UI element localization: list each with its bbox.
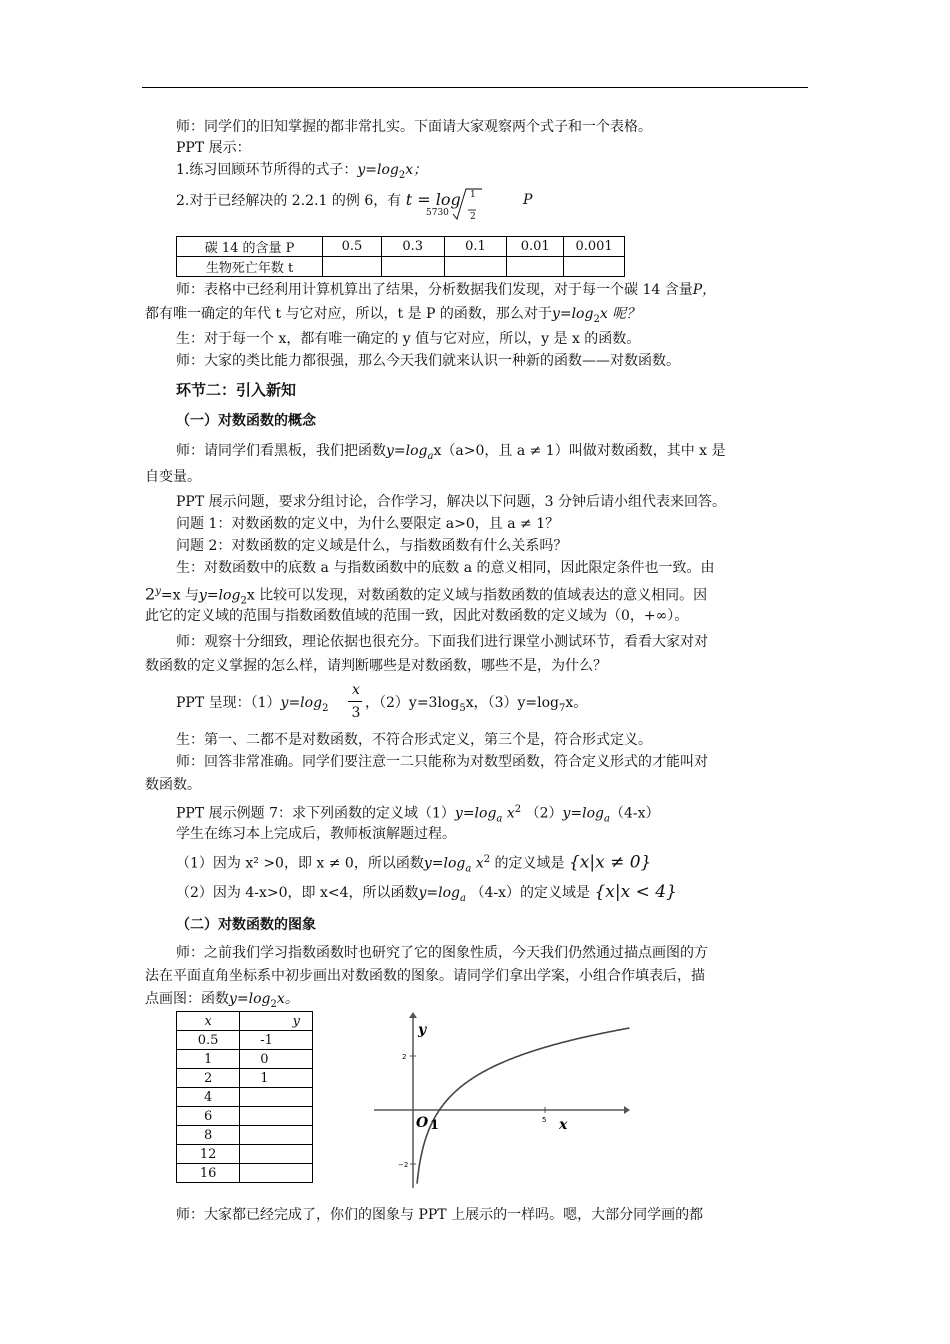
xy-table <box>176 1011 313 1183</box>
text-line: 师：同学们的旧知掌握的都非常扎实。下面请大家观察两个式子和一个表格。 <box>176 119 652 135</box>
table-cell <box>240 1145 313 1164</box>
tick-x-label: 5 <box>542 1116 547 1124</box>
text-line: 此它的定义域的范围与指数函数值域的范围一致，因此对数函数的定义域为（0，+∞）。 <box>145 608 689 624</box>
log-graph <box>368 1012 630 1188</box>
table-cell: -1 <box>240 1031 313 1050</box>
text-line: 法在平面直角坐标系中初步画出对数函数的图象。请同学们拿出学案，小组合作填表后，描 <box>145 968 705 984</box>
formula-line: （2）因为 4-x>0，即 x<4，所以函数$y=\log_a$ （4-x）的定义域是 {x|x < 4} <box>176 882 677 904</box>
y-axis-label: y <box>418 1022 427 1038</box>
table-row <box>177 1088 313 1107</box>
formula-line: PPT 展示例题 7：求下列函数的定义域$(1)y=\log_a$ $x^2$ $(2)y=\log_a(4-x)$ <box>176 804 660 825</box>
text-line: 师：观察十分细致，理论依据也很充分。下面我们进行课堂小测试环节，看看大家对对 <box>176 634 708 650</box>
text-line: 师：大家的类比能力都很强，那么今天我们就来认识一种新的函数——对数函数。 <box>176 353 680 369</box>
table-cell: 0.3 <box>381 237 444 257</box>
subsection-heading: （一）对数函数的概念 <box>176 413 316 429</box>
fraction-den: 2 <box>470 212 476 222</box>
table-cell: 0.001 <box>564 237 625 257</box>
y-axis-arrow <box>409 1012 417 1018</box>
table-cell <box>240 1088 313 1107</box>
section-heading: 环节二：引入新知 <box>176 381 297 399</box>
text-line: PPT 展示问题，要求分组讨论，合作学习，解决以下问题，3 分钟后请小组代表来回答。 <box>176 494 726 510</box>
header-rule <box>142 87 808 88</box>
carbon-table <box>176 236 625 277</box>
text-line: 师：大家都已经完成了，你们的图象与 PPT 上展示的一样吗。嗯，大部分同学画的都 <box>176 1207 704 1223</box>
table-row <box>177 1050 313 1069</box>
text-line: 问题 1：对数函数的定义中，为什么要限定 a>0，且 a ≠ 1？ <box>176 516 560 532</box>
table-cell: 2 <box>177 1069 240 1088</box>
x-axis-arrow <box>624 1106 630 1114</box>
text-line: 1.练习回顾环节所得的式子：$y=\log_2x$； <box>176 162 428 181</box>
text-line: 数函数。 <box>145 777 201 793</box>
fraction-bar <box>348 701 362 702</box>
table-cell <box>507 257 564 277</box>
subsection-heading: （二）对数函数的图象 <box>176 917 316 933</box>
table-row <box>177 257 625 277</box>
table-cell: 8 <box>177 1126 240 1145</box>
table-cell <box>381 257 444 277</box>
table-cell <box>240 1107 313 1126</box>
table-cell: 碳 14 的含量 P <box>177 237 323 257</box>
origin-label: O <box>416 1115 429 1131</box>
text-line: $2^y=x$ 与$y=\log_2x$ 比较可以发现，对数函数的定义域与指数函数的值域表达的意义相同。因 <box>145 584 708 607</box>
table-cell: 4 <box>177 1088 240 1107</box>
table-header-row <box>177 1012 313 1031</box>
text-line: 师：之前我们学习指数函数时也研究了它的图象性质，今天我们仍然通过描点画图的方 <box>176 945 708 961</box>
table-cell: 0.5 <box>323 237 382 257</box>
text-line: 师：表格中已经利用计算机算出了结果，分析数据我们发现，对于每一个碳 14 含量P， <box>176 282 717 298</box>
table-row <box>177 1145 313 1164</box>
one-label: 1 <box>430 1118 440 1133</box>
x-axis-label: x <box>559 1117 568 1133</box>
formula-var: P <box>523 192 533 208</box>
text-line: 数函数的定义掌握的怎么样，请判断哪些是对数函数，哪些不是，为什么？ <box>145 658 607 674</box>
table-cell: 0.5 <box>177 1031 240 1050</box>
text-line: 生：对于每一个 x，都有唯一确定的 y 值与它对应，所以，y 是 x 的函数。 <box>176 331 641 347</box>
formula-line: PPT 呈现：$(1)y=\log_2$ <box>176 695 329 714</box>
table-cell <box>323 257 382 277</box>
table-cell <box>240 1164 313 1183</box>
table-cell: 16 <box>177 1164 240 1183</box>
text-line: 问题 2：对数函数的定义域是什么，与指数函数有什么关系吗？ <box>176 538 568 554</box>
table-row <box>177 1164 313 1183</box>
table-cell: 1 <box>240 1069 313 1088</box>
text-line: 师：回答非常准确。同学们要注意一二只能称为对数型函数，符合定义形式的才能叫对 <box>176 754 708 770</box>
table-header: x <box>177 1012 240 1031</box>
text-line: 自变量。 <box>145 469 201 485</box>
table-cell: 6 <box>177 1107 240 1126</box>
table-row <box>177 237 625 257</box>
tick-y-neg-label: −2 <box>398 1161 409 1169</box>
formula-line: （1）因为 x² >0，即 x ≠ 0，所以函数$y=\log_a$ $x^2$ 的定义域是 {x|x ≠ 0} <box>176 852 652 875</box>
table-cell <box>240 1126 313 1145</box>
text-line: PPT 展示： <box>176 140 251 156</box>
table-cell: 生物死亡年数 t <box>177 257 323 277</box>
table-cell: 0.1 <box>444 237 507 257</box>
formula-line: 点画图：函数$y=\log_2x$。 <box>145 991 299 1010</box>
table-row <box>177 1107 313 1126</box>
fraction-num: x <box>352 682 360 698</box>
text-line: 师：请同学们看黑板，我们把函数$y=\log_ax(a>0$，且 a ≠ 1）叫做对数函数，其中 x 是 <box>176 443 726 462</box>
table-row <box>177 1069 313 1088</box>
log-base: 5730 <box>426 208 449 218</box>
formula-line: 2.对于已经解决的 2.2.1 的例 6，有 t = log <box>176 190 461 209</box>
table-cell <box>564 257 625 277</box>
table-row <box>177 1126 313 1145</box>
text-line: 生：第一、二都不是对数函数，不符合形式定义，第三个是，符合形式定义。 <box>176 732 652 748</box>
table-cell: 0.01 <box>507 237 564 257</box>
text-line: 都有唯一确定的年代 t 与它对应，所以，t 是 P 的函数，那么对于$y=\log_2x$ 呢？ <box>145 306 641 325</box>
fraction-num: 1 <box>470 190 476 200</box>
log-curve <box>417 1028 630 1184</box>
table-row <box>177 1031 313 1050</box>
table-cell <box>444 257 507 277</box>
formula-line: ，$(2)y=3\log_5x$，$(3)y=\log_7x$。 <box>365 695 588 714</box>
table-cell: 12 <box>177 1145 240 1164</box>
text-line: 学生在练习本上完成后，教师板演解题过程。 <box>176 826 456 842</box>
table-header: y <box>240 1012 313 1031</box>
table-cell: 0 <box>240 1050 313 1069</box>
tick-y-pos-label: 2 <box>402 1053 407 1061</box>
table-cell: 1 <box>177 1050 240 1069</box>
fraction-den: 3 <box>351 705 361 721</box>
text-line: 生：对数函数中的底数 a 与指数函数中的底数 a 的意义相同，因此限定条件也一致。由 <box>176 560 715 576</box>
